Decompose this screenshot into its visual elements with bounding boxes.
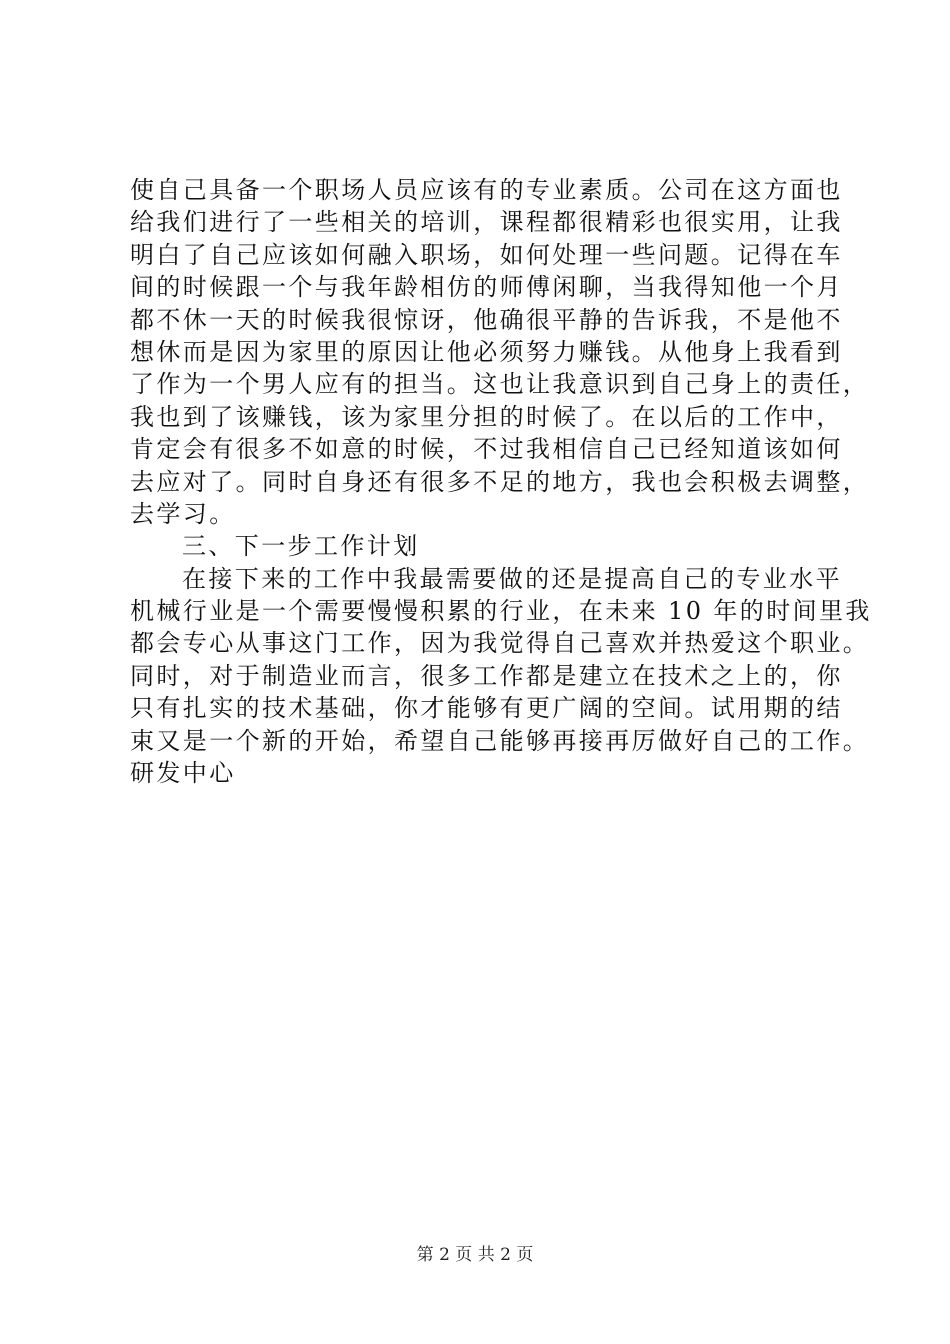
- text-line: 给我们进行了一些相关的培训，课程都很精彩也很实用，让我: [130, 208, 843, 237]
- text-line: 想休而是因为家里的原因让他必须努力赚钱。从他身上我看到: [130, 337, 843, 366]
- text-line: 明白了自己应该如何融入职场，如何处理一些问题。记得在车: [130, 240, 843, 269]
- page-footer: 第 2 页 共 2 页: [416, 1245, 534, 1265]
- text-line: 机械行业是一个需要慢慢积累的行业，在未来 10 年的时间里我: [130, 597, 872, 626]
- text-line: 同时，对于制造业而言，很多工作都是建立在技术之上的，你: [130, 661, 843, 690]
- text-line: 都会专心从事这门工作，因为我觉得自己喜欢并热爱这个职业。: [130, 629, 870, 658]
- text-line: 间的时候跟一个与我年龄相仿的师傅闲聊，当我得知他一个月: [130, 273, 843, 302]
- text-line: 使自己具备一个职场人员应该有的专业素质。公司在这方面也: [130, 176, 843, 204]
- text-line: 束又是一个新的开始，希望自己能够再接再厉做好自己的工作。: [130, 726, 870, 755]
- text-line: 去应对了。同时自身还有很多不足的地方，我也会积极去调整，: [130, 467, 870, 496]
- text-line: 肯定会有很多不如意的时候，不过我相信自己已经知道该如何: [130, 435, 843, 464]
- text-line: 在接下来的工作中我最需要做的还是提高自己的专业水平: [182, 564, 842, 593]
- text-line: 去学习。: [130, 499, 236, 528]
- section-heading: 三、下一步工作计划: [182, 532, 420, 561]
- paragraph-2: [130, 563, 872, 790]
- signature-line: 研发中心: [130, 759, 236, 788]
- document-body: [130, 174, 872, 789]
- text-line: 了作为一个男人应有的担当。这也让我意识到自己身上的责任，: [130, 370, 870, 399]
- text-line: 我也到了该赚钱，该为家里分担的时候了。在以后的工作中，: [130, 402, 843, 431]
- paragraph-1: [130, 174, 870, 530]
- text-line: 只有扎实的技术基础，你才能够有更广阔的空间。试用期的结: [130, 694, 843, 723]
- text-line: 都不休一天的时候我很惊讶，他确很平静的告诉我，不是他不: [130, 305, 843, 334]
